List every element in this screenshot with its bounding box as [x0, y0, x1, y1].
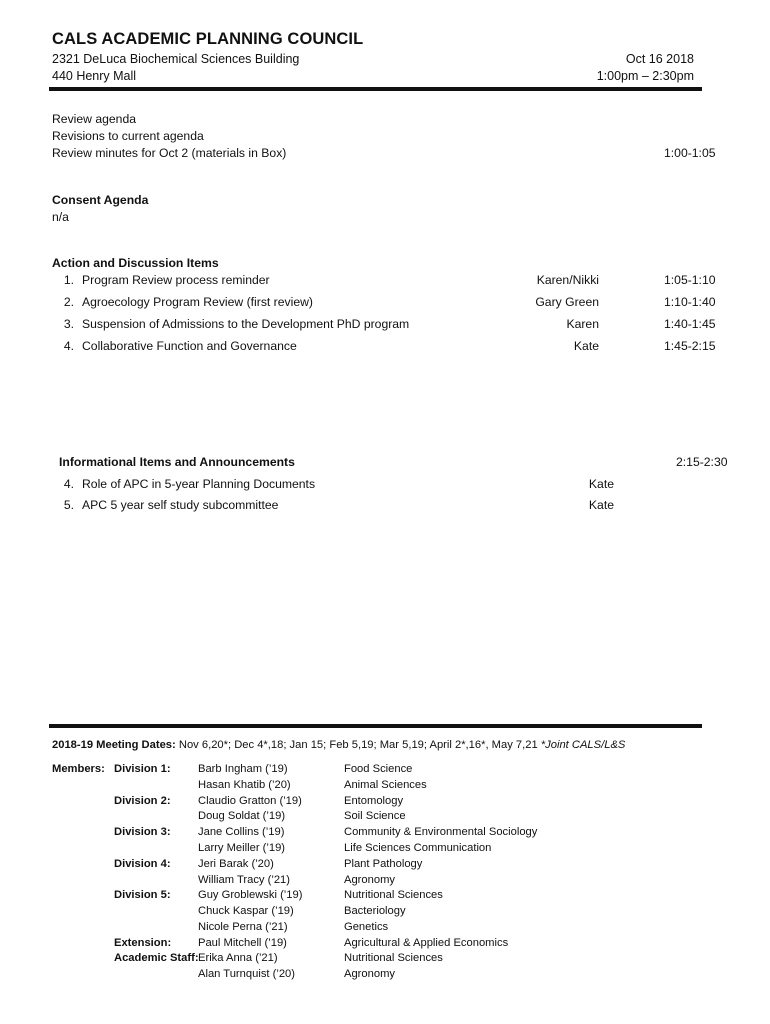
action-item-4 — [52, 339, 297, 353]
review-time: 1:00-1:05 — [664, 146, 716, 160]
address-line-1: 2321 DeLuca Biochemical Sciences Building — [52, 52, 300, 66]
consent-value: n/a — [52, 210, 69, 224]
member-dept: Plant Pathology — [344, 858, 423, 870]
member-name: Paul Mitchell (’19) — [198, 937, 287, 949]
member-name: Barb Ingham (’19) — [198, 763, 288, 775]
meeting-dates-line — [52, 739, 625, 751]
item-presenter: Gary Green — [535, 295, 599, 309]
member-name: Chuck Kaspar (’19) — [198, 905, 294, 917]
item-title: Role of APC in 5-year Planning Documents — [82, 477, 316, 491]
meeting-date: Oct 16 2018 — [625, 52, 694, 66]
member-name: Larry Meiller (’19) — [198, 842, 286, 854]
review-item: Review minutes for Oct 2 (materials in Box) — [52, 146, 287, 160]
division-label: Division 4: — [114, 858, 171, 870]
action-item-1 — [52, 273, 270, 287]
member-name: Hasan Khatib (’20) — [198, 779, 291, 791]
members-label: Members: — [52, 763, 105, 775]
member-dept: Entomology — [344, 795, 404, 807]
member-dept: Soil Science — [344, 810, 406, 822]
info-heading: Informational Items and Announcements — [59, 455, 295, 469]
item-presenter: Kate — [588, 477, 614, 491]
member-dept: Bacteriology — [344, 905, 406, 917]
action-item-2 — [52, 295, 313, 309]
member-name: William Tracy (’21) — [198, 874, 290, 886]
item-title: Program Review process reminder — [82, 273, 270, 287]
joint-note: *Joint CALS/L&S — [540, 739, 626, 751]
item-time: 1:40-1:45 — [664, 317, 716, 331]
item-title: Collaborative Function and Governance — [82, 339, 297, 353]
member-dept: Animal Sciences — [344, 779, 427, 791]
member-dept: Genetics — [344, 921, 389, 933]
meeting-dates-label: 2018-19 Meeting Dates: — [52, 739, 176, 751]
member-dept: Community & Environmental Sociology — [344, 826, 538, 838]
member-dept: Agronomy — [344, 968, 395, 980]
footer-divider — [49, 724, 702, 728]
member-name: Nicole Perna (’21) — [198, 921, 288, 933]
item-number: 4. — [63, 339, 74, 353]
info-item-1 — [52, 477, 315, 491]
meeting-dates: Nov 6,20*; Dec 4*,18; Jan 15; Feb 5,19; Mar 5,19; April 2*,16*, May 7,21 — [175, 739, 541, 751]
review-item: Revisions to current agenda — [52, 129, 204, 143]
item-title: Agroecology Program Review (first review) — [82, 295, 313, 309]
info-item-2 — [52, 498, 278, 512]
action-heading: Action and Discussion Items — [52, 256, 219, 270]
item-time: 1:10-1:40 — [664, 295, 716, 309]
item-title: APC 5 year self study subcommittee — [82, 498, 279, 512]
item-presenter: Karen — [566, 317, 599, 331]
item-number: 5. — [63, 498, 74, 512]
item-title: Suspension of Admissions to the Development PhD program — [82, 317, 410, 331]
header-divider — [49, 87, 702, 91]
division-label: Extension: — [114, 937, 172, 949]
member-name: Doug Soldat (’19) — [198, 810, 286, 822]
member-name: Guy Groblewski (’19) — [198, 889, 303, 901]
member-name: Jeri Barak (’20) — [198, 858, 274, 870]
info-time: 2:15-2:30 — [676, 455, 728, 469]
item-presenter: Kate — [573, 339, 599, 353]
item-number: 2. — [63, 295, 74, 309]
item-presenter: Kate — [588, 498, 614, 512]
member-dept: Agronomy — [344, 874, 395, 886]
division-label: Division 2: — [114, 795, 171, 807]
item-number: 3. — [63, 317, 74, 331]
item-number: 1. — [63, 273, 74, 287]
item-number: 4. — [63, 477, 74, 491]
item-time: 1:45-2:15 — [664, 339, 716, 353]
division-label: Division 5: — [114, 889, 171, 901]
document-title: CALS ACADEMIC PLANNING COUNCIL — [52, 30, 364, 48]
address-line-2: 440 Henry Mall — [52, 69, 137, 83]
member-name: Alan Turnquist (’20) — [198, 968, 296, 980]
consent-heading: Consent Agenda — [52, 193, 149, 207]
member-name: Jane Collins (’19) — [198, 826, 285, 838]
member-dept: Life Sciences Communication — [344, 842, 492, 854]
meeting-time: 1:00pm – 2:30pm — [596, 69, 694, 83]
member-dept: Nutritional Sciences — [344, 889, 443, 901]
division-label: Division 3: — [114, 826, 171, 838]
division-label: Division 1: — [114, 763, 171, 775]
item-time: 1:05-1:10 — [664, 273, 716, 287]
member-name: Claudio Gratton (’19) — [198, 795, 302, 807]
member-name: Erika Anna (’21) — [198, 952, 278, 964]
member-dept: Agricultural & Applied Economics — [344, 937, 509, 949]
member-dept: Nutritional Sciences — [344, 952, 443, 964]
item-presenter: Karen/Nikki — [536, 273, 599, 287]
member-dept: Food Science — [344, 763, 413, 775]
division-label: Academic Staff: — [114, 952, 199, 964]
action-item-3 — [52, 317, 409, 331]
review-item: Review agenda — [52, 112, 137, 126]
